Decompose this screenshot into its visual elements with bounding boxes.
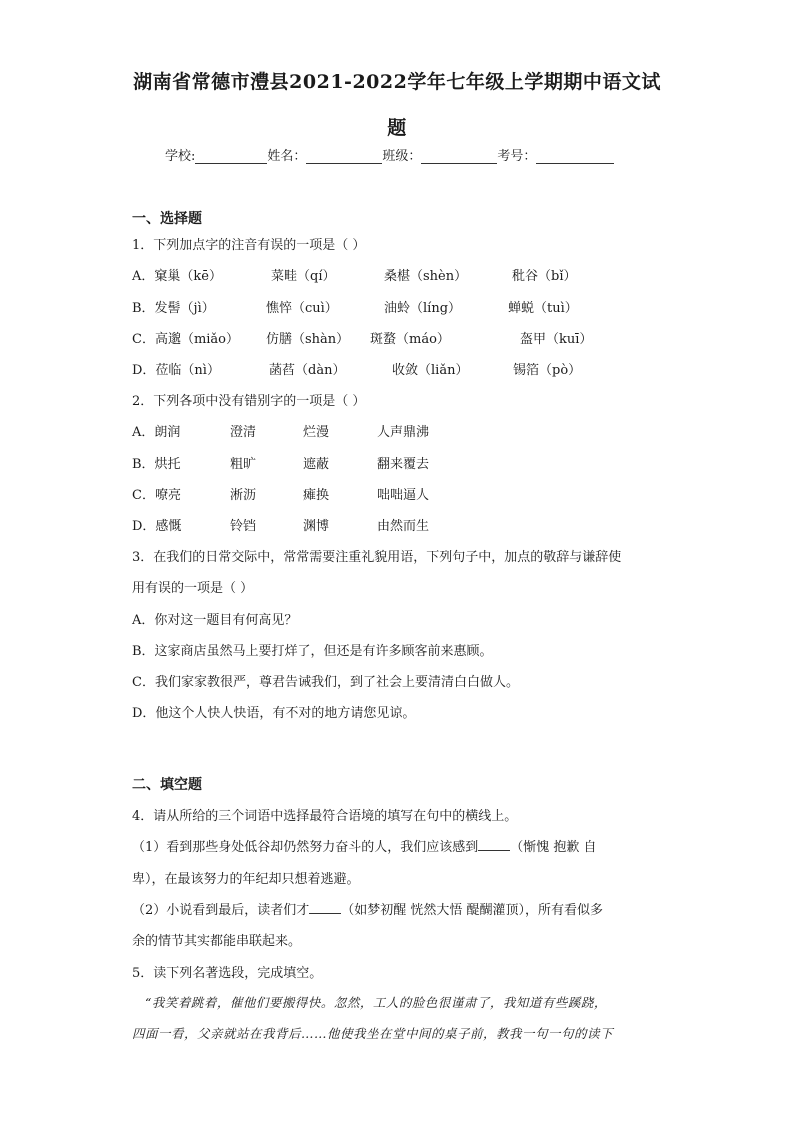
excerpt-line: 四面一看，父亲就站在我背后……他使我坐在堂中间的桌子前，教我一句一句的读下 (132, 1026, 614, 1041)
question-stem: 1．下列加点字的注音有误的一项是（ ） (132, 238, 366, 253)
fill-sentence-2-cont: 余的情节其实都能串联起来。 (132, 934, 302, 949)
option-cell: D．莅临（nì） (132, 363, 220, 378)
class-label: 班级： (382, 149, 422, 164)
option-cell: C．高邈（miǎo） (132, 332, 240, 347)
option-cell: 菜畦（qí） (271, 269, 336, 284)
sentence-text: （2）小说看到最后，读者们才 (132, 903, 310, 918)
option-cell: 淅沥 (230, 488, 257, 503)
name-blank[interactable] (306, 149, 382, 164)
excerpt-line: “我笑着跳着，催他们要搬得快。忽然，工人的脸色很谨肃了，我知道有些蹊跷， (145, 995, 607, 1010)
option-cell: 烂漫 (303, 425, 330, 440)
name-label: 姓名： (267, 149, 307, 164)
option-cell: 人声鼎沸 (377, 425, 430, 440)
option-cell: 蝉蜕（tuì） (508, 301, 578, 316)
option-cell: 遮蔽 (303, 457, 330, 472)
option-cell: D．感慨 (132, 519, 182, 534)
option-cell: B．烘托 (132, 457, 181, 472)
option-cell: 菡萏（dàn） (269, 363, 346, 378)
exam-title-line2: 题 (387, 117, 407, 139)
option-cell: 油蛉（líng） (384, 301, 462, 316)
option-line: B．这家商店虽然马上要打烊了，但还是有许多顾客前来惠顾。 (132, 644, 493, 659)
option-cell: 桑椹（shèn） (384, 269, 468, 284)
fill-sentence-2 (132, 899, 603, 918)
option-cell: 铃铛 (230, 519, 257, 534)
option-cell: 由然而生 (377, 519, 430, 534)
question-stem: 5．读下列名著选段，完成填空。 (132, 966, 323, 981)
option-cell: C．嘹亮 (132, 488, 181, 503)
class-blank[interactable] (421, 149, 497, 164)
school-blank[interactable] (195, 149, 267, 164)
exam-title-line1: 湖南省常德市澧县2021-2022学年七年级上学期期中语文试 (133, 71, 661, 93)
id-label: 考号： (497, 149, 537, 164)
answer-blank[interactable] (309, 901, 341, 914)
question-stem-cont: 用有误的一项是（ ） (132, 581, 254, 596)
option-cell: B．发髻（jì） (132, 301, 215, 316)
question-stem: 2．下列各项中没有错别字的一项是（ ） (132, 394, 366, 409)
section-heading: 二、填空题 (132, 777, 202, 793)
school-label: 学校: (165, 149, 196, 164)
question-stem: 3．在我们的日常交际中，常常需要注重礼貌用语，下列句子中，加点的敬辞与谦辞使 (132, 550, 622, 565)
sentence-text: （1）看到那些身处低谷却仍然努力奋斗的人，我们应该感到 (132, 840, 479, 855)
option-line: D．他这个人快人快语，有不对的地方请您见谅。 (132, 706, 416, 721)
option-cell: 仿膳（shàn） (266, 332, 350, 347)
option-cell: A．朗润 (132, 425, 181, 440)
option-cell: 秕谷（bǐ） (512, 269, 577, 284)
option-cell: 渊博 (303, 519, 330, 534)
option-line: C．我们家家教很严，尊君告诫我们，到了社会上要清清白白做人。 (132, 675, 519, 690)
student-info-row (165, 145, 614, 164)
option-cell: 锡箔（pò） (513, 363, 582, 378)
option-cell: 翻来覆去 (377, 457, 430, 472)
answer-blank[interactable] (478, 838, 510, 851)
question-stem: 4．请从所给的三个词语中选择最符合语境的填写在句中的横线上。 (132, 809, 518, 824)
option-cell: 憔悴（cuì） (266, 301, 338, 316)
option-cell: 收敛（liǎn） (392, 363, 469, 378)
option-cell: 粗旷 (230, 457, 257, 472)
section-heading: 一、选择题 (132, 211, 202, 227)
fill-sentence-1-cont: 卑），在最该努力的年纪却只想着逃避。 (132, 872, 360, 887)
option-cell: 盔甲（kuī） (520, 332, 593, 347)
option-cell: 瘫换 (303, 488, 330, 503)
option-cell: A．窠巢（kē） (132, 269, 222, 284)
option-cell: 澄清 (230, 425, 257, 440)
option-line: A．你对这一题目有何高见？ (132, 613, 298, 628)
id-blank[interactable] (536, 149, 614, 164)
sentence-choices: （惭愧 抱歉 自 (510, 840, 597, 855)
sentence-choices: （如梦初醒 恍然大悟 醍醐灌顶），所有看似多 (341, 903, 604, 918)
option-cell: 斑蝥（máo） (370, 332, 450, 347)
fill-sentence-1 (132, 836, 597, 855)
option-cell: 咄咄逼人 (377, 488, 430, 503)
